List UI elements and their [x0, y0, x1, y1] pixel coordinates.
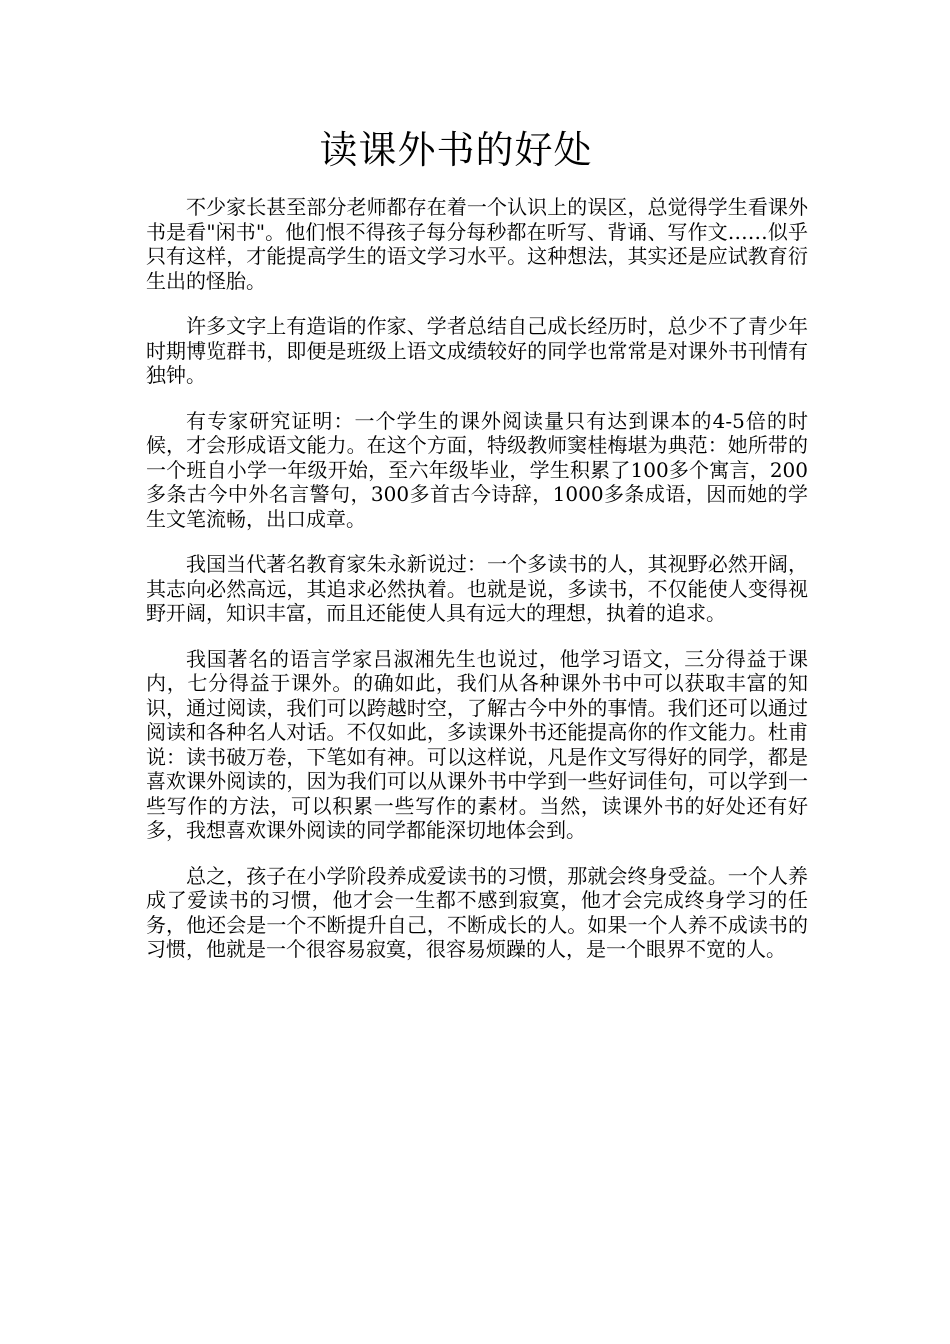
paragraph: 我国著名的语言学家吕淑湘先生也说过，他学习语文，三分得益于课内，七分得益于课外。的确如此，我们从各种课外书中可以获取丰富的知识，通过阅读，我们可以跨越时空，了解古今中外的事情。我们还可以通过阅读和各种名人对话。不仅如此，多读课外书还能提高你的作文能力。杜甫说：读书破万卷，下笔如有神。可以这样说，凡是作文写得好的同学，都是喜欢课外阅读的，因为我们可以从课外书中学到一些好词佳句，可以学到一些写作的方法，可以积累一些写作的素材。当然，读课外书的好处还有好多，我想喜欢课外阅读的同学都能深切地体会到。	[146, 646, 808, 842]
paragraph: 有专家研究证明：一个学生的课外阅读量只有达到课本的4-5倍的时候，才会形成语文能力。在这个方面，特级教师窦桂梅堪为典范：她所带的一个班自小学一年级开始，至六年级毕业，学生积累了100多个寓言，200多条古今中外名言警句，300多首古今诗辞，1000多条成语，因而她的学生文笔流畅，出口成章。	[146, 408, 808, 531]
paragraph: 不少家长甚至部分老师都存在着一个认识上的误区，总觉得学生看课外书是看"闲书"。他们恨不得孩子每分每秒都在听写、背诵、写作文……似乎只有这样，才能提高学生的语文学习水平。这种想法，其实还是应试教育衍生出的怪胎。	[146, 195, 808, 293]
paragraph: 许多文字上有造诣的作家、学者总结自己成长经历时，总少不了青少年时期博览群书，即便是班级上语文成绩较好的同学也常常是对课外书刊情有独钟。	[146, 314, 808, 387]
document-title: 读课外书的好处	[319, 128, 593, 172]
document-body	[146, 195, 808, 983]
paragraph: 我国当代著名教育家朱永新说过：一个多读书的人，其视野必然开阔，其志向必然高远，其追求必然执着。也就是说，多读书，不仅能使人变得视野开阔，知识丰富，而且还能使人具有远大的理想，执着的追求。	[146, 552, 808, 625]
paragraph: 总之，孩子在小学阶段养成爱读书的习惯，那就会终身受益。一个人养成了爱读书的习惯，他才会一生都不感到寂寞，他才会完成终身学习的任务，他还会是一个不断提升自己，不断成长的人。如果一个人养不成读书的习惯，他就是一个很容易寂寞，很容易烦躁的人，是一个眼界不宽的人。	[146, 863, 808, 961]
